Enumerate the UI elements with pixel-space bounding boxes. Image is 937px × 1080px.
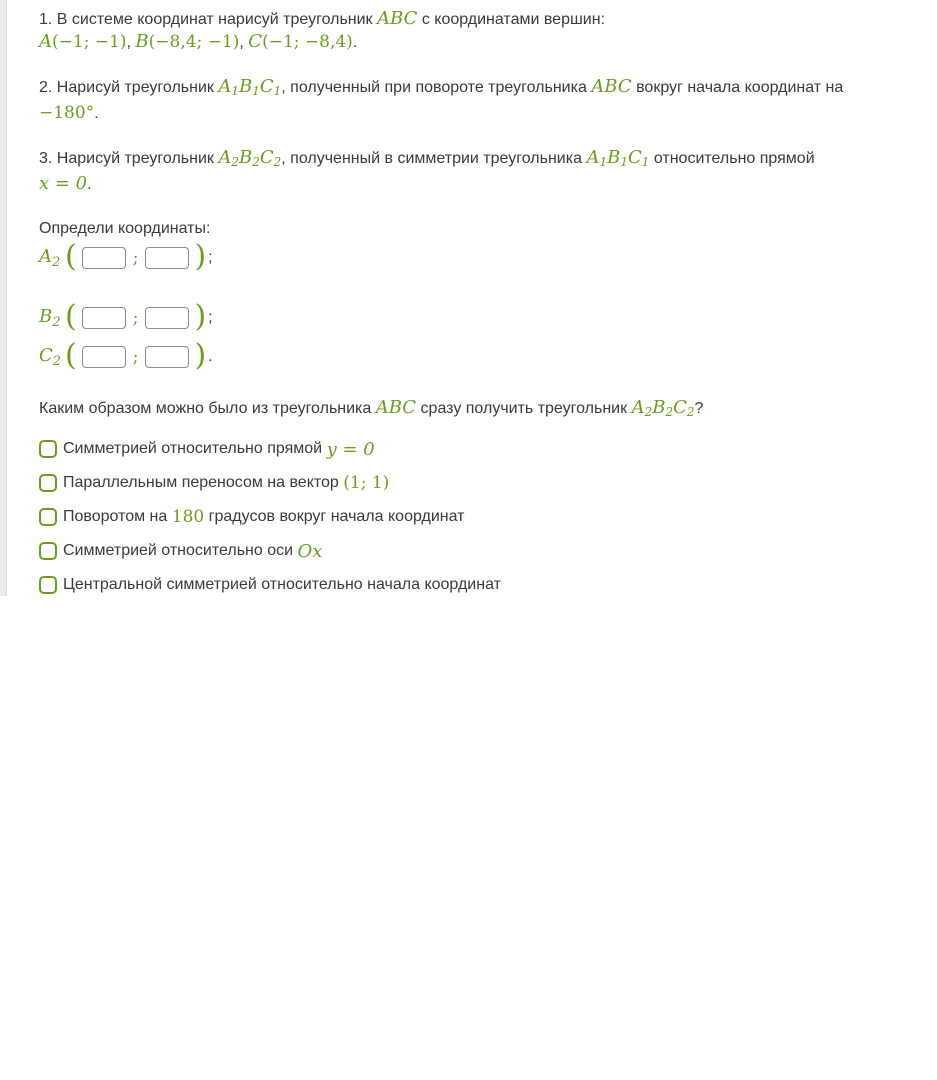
option-5-label: Центральной симметрией относительно начала координат: [63, 576, 501, 593]
point-a-name: A: [39, 31, 52, 52]
c2-y-input[interactable]: [145, 346, 189, 368]
option-4-checkbox[interactable]: [39, 542, 57, 560]
coord-row-c2: [39, 337, 919, 373]
symmetry-line: x = 0: [39, 173, 88, 194]
question-section: [39, 397, 919, 596]
triangle-a1b1c1: $A_1B_1C_1$: [218, 76, 282, 98]
option-2[interactable]: [39, 472, 919, 494]
triangle-a1b1c1-2: $A_1B_1C_1$: [586, 147, 650, 169]
point-c-name: C: [248, 31, 263, 52]
option-1[interactable]: [39, 438, 919, 460]
coord-row-b2: [39, 298, 919, 334]
a2-x-input[interactable]: [82, 247, 126, 269]
task-2-text-after: вокруг начала координат на: [636, 79, 844, 96]
coordinates-prompt: Определи координаты:: [39, 220, 211, 237]
triangle-abc-2: ABC: [591, 76, 632, 97]
task-3-number: 3.: [39, 150, 53, 167]
task-2-text: Нарисуй треугольник: [56, 79, 214, 96]
task-1-line-2: A(−1; −1), B(−8,4; −1), C(−1; −8,4).: [39, 31, 358, 52]
rotation-angle: −180°: [39, 103, 95, 123]
coordinates-section: [39, 218, 919, 373]
option-3-checkbox[interactable]: [39, 508, 57, 526]
task-2-text-middle: , полученный при повороте треугольника: [281, 79, 587, 96]
task-3: [39, 147, 919, 196]
option-3-label: Поворотом на: [63, 508, 168, 525]
open-paren: (: [65, 298, 77, 334]
close-paren: ): [194, 238, 207, 274]
open-paren: (: [65, 337, 77, 373]
separator: ;: [132, 308, 139, 328]
b2-x-input[interactable]: [82, 307, 126, 329]
point-a2-label: $A_2$: [39, 246, 61, 270]
task-3-line-2: x = 0.: [39, 173, 92, 194]
point-b-coords: (−8,4; −1): [148, 32, 240, 52]
task-content: [39, 6, 919, 608]
a2-y-input[interactable]: [145, 247, 189, 269]
left-border-bar: [0, 0, 7, 596]
triangle-a2b2c2-2: $A_2B_2C_2$: [631, 397, 695, 419]
separator: ;: [132, 248, 139, 268]
c2-x-input[interactable]: [82, 346, 126, 368]
point-b-name: B: [135, 31, 149, 52]
option-1-math: y = 0: [326, 438, 375, 460]
triangle-abc-3: ABC: [375, 397, 417, 418]
task-3-text-middle: , полученный в симметрии треугольника: [281, 150, 582, 167]
point-c2-label: $C_2$: [39, 345, 62, 369]
options-list: [39, 438, 919, 596]
option-5-checkbox[interactable]: [39, 576, 57, 594]
option-3-math: 180: [171, 507, 205, 527]
triangle-abc: ABC: [377, 8, 418, 29]
separator: ;: [132, 347, 139, 367]
question-mark: ?: [694, 400, 704, 417]
task-2-line-1: [39, 76, 919, 102]
option-4[interactable]: [39, 540, 919, 562]
row-end: ;: [208, 309, 213, 326]
task-1-number: 1.: [39, 11, 53, 28]
task-2: [39, 76, 919, 125]
option-2-math: (1; 1): [343, 473, 390, 493]
question-text-middle: сразу получить треугольник: [420, 400, 628, 417]
task-3-text-after: относительно прямой: [653, 150, 815, 167]
row-end: ;: [208, 249, 213, 266]
option-1-label: Симметрией относительно прямой: [63, 440, 323, 457]
task-1-line-1: [39, 8, 919, 31]
close-paren: ): [194, 337, 207, 373]
task-3-text: Нарисуй треугольник: [56, 150, 214, 167]
task-2-number: 2.: [39, 79, 53, 96]
task-2-line-2: −180°.: [39, 103, 99, 123]
row-end: .: [208, 348, 213, 365]
option-4-label: Симметрией относительно оси: [63, 542, 294, 559]
option-3-suffix: градусов вокруг начала координат: [208, 508, 465, 525]
task-1: [39, 8, 919, 54]
option-5[interactable]: [39, 574, 919, 596]
open-paren: (: [65, 238, 77, 274]
b2-y-input[interactable]: [145, 307, 189, 329]
coord-row-a2: [39, 238, 919, 274]
option-4-math: Ox: [297, 540, 323, 562]
option-2-checkbox[interactable]: [39, 474, 57, 492]
task-3-line-1: [39, 147, 919, 173]
option-2-label: Параллельным переносом на вектор: [63, 474, 339, 491]
point-a-coords: (−1; −1): [52, 32, 127, 52]
point-c-coords: (−1; −8,4): [262, 32, 353, 52]
option-3[interactable]: [39, 506, 919, 528]
question-text-before: Каким образом можно было из треугольника: [39, 400, 372, 417]
close-paren: ): [194, 298, 207, 334]
task-1-text-after: с координатами вершин:: [421, 11, 606, 28]
option-1-checkbox[interactable]: [39, 440, 57, 458]
question-text: [39, 397, 919, 423]
task-1-text: В системе координат нарисуй треугольник: [56, 11, 373, 28]
triangle-a2b2c2: $A_2B_2C_2$: [218, 147, 282, 169]
point-b2-label: $B_2$: [39, 306, 61, 330]
